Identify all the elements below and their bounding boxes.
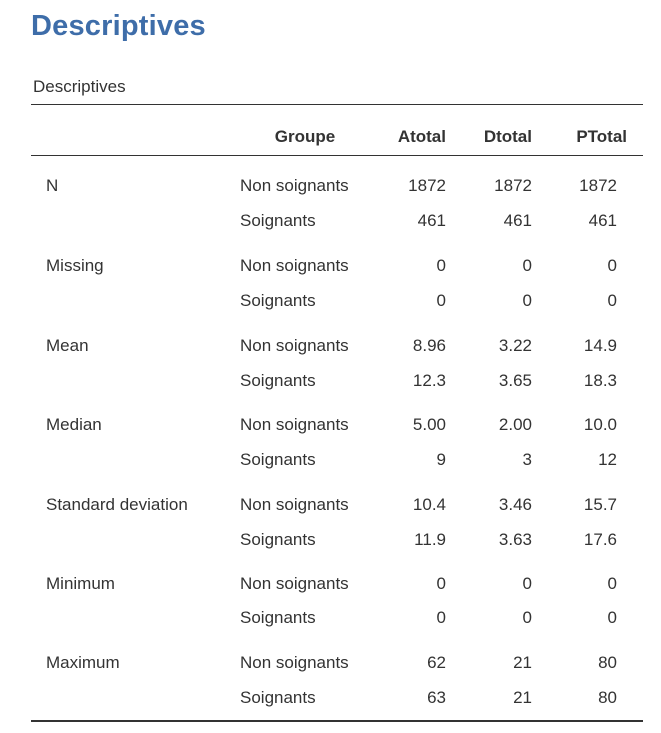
value-ptotal: 0 xyxy=(607,256,617,275)
stat-block-maximum xyxy=(0,653,661,723)
value-dtotal: 3.63 xyxy=(498,530,532,549)
stat-label: Maximum xyxy=(46,653,120,672)
value-ptotal: 80 xyxy=(598,653,617,672)
value-atotal: 0 xyxy=(436,291,446,310)
column-header-atotal: Atotal xyxy=(397,127,446,146)
value-dtotal: 0 xyxy=(522,291,532,310)
group-label: Non soignants xyxy=(240,495,349,514)
group-label: Non soignants xyxy=(240,574,349,593)
value-ptotal: 15.7 xyxy=(583,495,617,514)
table-bottom-rule xyxy=(31,720,643,722)
stat-label: Minimum xyxy=(46,574,115,593)
stat-block-n xyxy=(0,176,661,246)
stat-label: N xyxy=(46,176,59,195)
value-ptotal: 18.3 xyxy=(583,371,617,390)
group-label: Non soignants xyxy=(240,176,349,195)
stat-block-minimum xyxy=(0,574,661,644)
value-dtotal: 3.65 xyxy=(498,371,532,390)
value-dtotal: 2.00 xyxy=(498,415,532,434)
page-title: Descriptives xyxy=(31,10,206,42)
value-ptotal: 14.9 xyxy=(583,336,617,355)
column-header-dtotal: Dtotal xyxy=(483,127,532,146)
value-dtotal: 3 xyxy=(522,450,532,469)
value-atotal: 12.3 xyxy=(412,371,446,390)
value-atotal: 62 xyxy=(427,653,446,672)
stat-label: Missing xyxy=(46,256,104,275)
value-dtotal: 21 xyxy=(513,688,532,707)
value-dtotal: 0 xyxy=(522,256,532,275)
value-atotal: 461 xyxy=(417,211,446,230)
stat-label: Standard deviation xyxy=(46,495,188,514)
value-ptotal: 80 xyxy=(598,688,617,707)
group-label: Soignants xyxy=(240,688,316,707)
value-dtotal: 3.46 xyxy=(498,495,532,514)
value-dtotal: 0 xyxy=(522,574,532,593)
value-atotal: 0 xyxy=(436,256,446,275)
group-label: Soignants xyxy=(240,371,316,390)
stat-block-median xyxy=(0,415,661,485)
value-atotal: 9 xyxy=(436,450,446,469)
value-atotal: 11.9 xyxy=(414,530,446,549)
value-dtotal: 461 xyxy=(503,211,532,230)
value-dtotal: 3.22 xyxy=(498,336,532,355)
value-dtotal: 1872 xyxy=(494,176,532,195)
value-atotal: 8.96 xyxy=(412,336,446,355)
value-ptotal: 0 xyxy=(607,608,617,627)
group-label: Soignants xyxy=(240,211,316,230)
stat-label: Median xyxy=(46,415,102,434)
table-title: Descriptives xyxy=(33,77,126,96)
group-label: Soignants xyxy=(240,608,316,627)
stat-label: Mean xyxy=(46,336,89,355)
value-dtotal: 21 xyxy=(513,653,532,672)
group-label: Non soignants xyxy=(240,336,349,355)
stat-block-mean xyxy=(0,336,661,406)
column-header-groupe: Groupe xyxy=(274,127,336,146)
value-ptotal: 0 xyxy=(607,574,617,593)
table-header-rule xyxy=(31,155,643,156)
value-atotal: 0 xyxy=(436,574,446,593)
value-ptotal: 17.6 xyxy=(583,530,617,549)
group-label: Soignants xyxy=(240,530,316,549)
value-ptotal: 1872 xyxy=(579,176,617,195)
value-dtotal: 0 xyxy=(522,608,532,627)
value-ptotal: 461 xyxy=(588,211,617,230)
value-ptotal: 0 xyxy=(607,291,617,310)
group-label: Non soignants xyxy=(240,415,349,434)
value-ptotal: 12 xyxy=(598,450,617,469)
value-atotal: 10.4 xyxy=(412,495,446,514)
stat-block-missing xyxy=(0,256,661,326)
column-header-ptotal: PTotal xyxy=(576,127,627,146)
group-label: Non soignants xyxy=(240,653,349,672)
table-top-rule xyxy=(31,104,643,105)
value-ptotal: 10.0 xyxy=(583,415,617,434)
value-atotal: 0 xyxy=(436,608,446,627)
group-label: Non soignants xyxy=(240,256,349,275)
value-atotal: 5.00 xyxy=(412,415,446,434)
group-label: Soignants xyxy=(240,450,316,469)
value-atotal: 1872 xyxy=(408,176,446,195)
stat-block-standard-deviation xyxy=(0,495,661,565)
value-atotal: 63 xyxy=(427,688,446,707)
group-label: Soignants xyxy=(240,291,316,310)
